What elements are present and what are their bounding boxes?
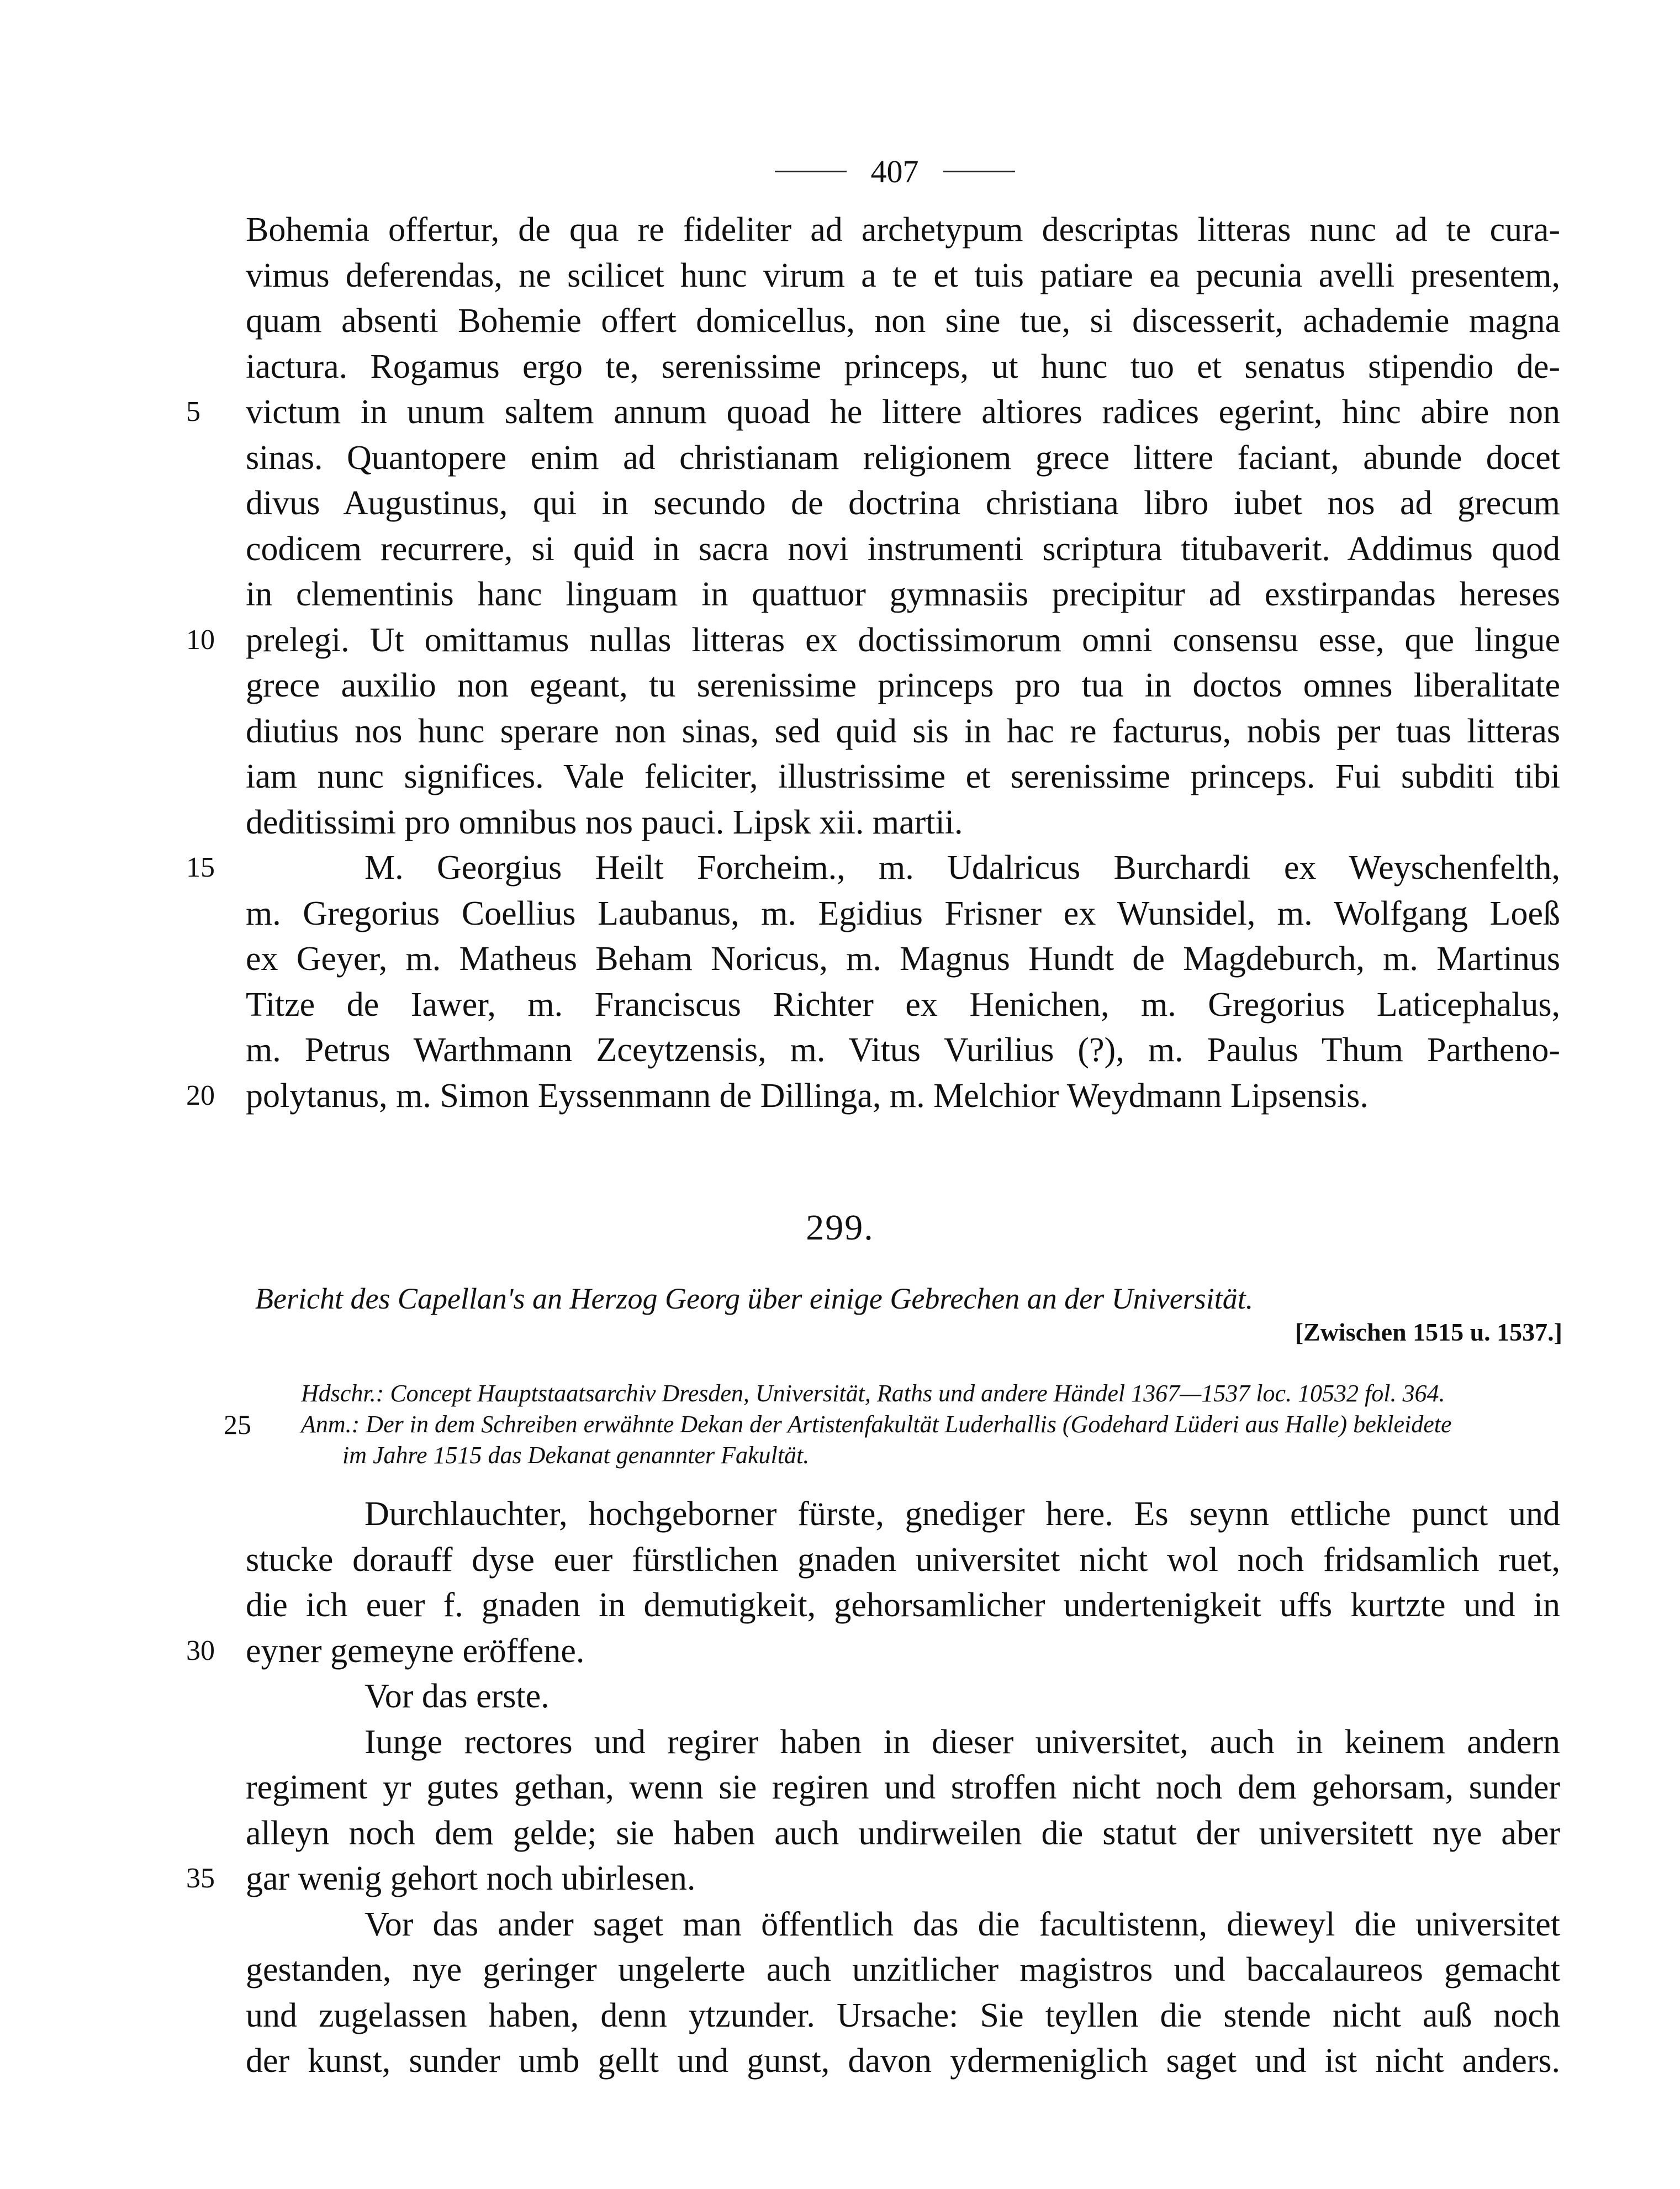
note-line: im Jahre 1515 das Dekanat genannter Fakultät. (342, 1442, 810, 1469)
text-line: divus Augustinus, qui in secundo de doctrina christiana libro iubet nos ad grecum (246, 484, 1560, 522)
signatories-line: Titze de Iawer, m. Franciscus Richter ex Henichen, m. Gregorius Laticephalus, (246, 985, 1560, 1024)
line-number: 5 (186, 396, 200, 428)
text-line: 35 gar wenig gehort noch ubirlesen. (246, 1856, 1560, 1902)
text-line: Iunge rectores und regirer haben in dieser universitet, auch in keinem andern (364, 1723, 1560, 1761)
text-line: Bohemia offertur, de qua re fideliter ad archetypum descriptas litteras nunc ad te cura- (246, 211, 1560, 249)
signatories-line: 15 M. Georgius Heilt Forcheim., m. Udalricus Burchardi ex Weyschenfelth, (246, 845, 1560, 891)
text-line: stucke dorauff dyse euer fürstlichen gnaden universitet nicht wol noch fridsamlich ruet, (246, 1541, 1560, 1579)
text-line: vimus deferendas, ne scilicet hunc virum a te et tuis patiare ea pecunia avelli presentem, (246, 256, 1560, 294)
text-line: Vor das ander saget man öffentlich das die facultistenn, dieweyl die universitet (364, 1905, 1560, 1943)
signatories-line: m. Gregorius Coellius Laubanus, m. Egidius Frisner ex Wunsidel, m. Wolfgang Loeß (246, 894, 1560, 932)
line-number: 20 (186, 1079, 215, 1111)
header-rule-left (775, 171, 847, 172)
text-line: 30 eyner gemeyne eröffene. (246, 1628, 1560, 1674)
line-number: 25 (224, 1409, 251, 1440)
text-line: iactura. Rogamus ergo te, serenissime princeps, ut hunc tuo et senatus stipendio de- (246, 347, 1560, 386)
text-line: regiment yr gutes gethan, wenn sie regiren und stroffen nicht noch dem gehorsam, sunder (246, 1769, 1560, 1806)
signatories-line: m. Petrus Warthmann Zceytzensis, m. Vitus Vurilius (?), m. Paulus Thum Partheno- (246, 1031, 1560, 1069)
text-line: die ich euer f. gnaden in demutigkeit, gehorsamlicher undertenigkeit uffs kurtzte und in (246, 1586, 1560, 1624)
signatories-line: ex Geyer, m. Matheus Beham Noricus, m. Magnus Hundt de Magdeburch, m. Martinus (246, 940, 1560, 978)
signatories-line: 20 polytanus, m. Simon Eyssenmann de Dillinga, m. Melchior Weydmann Lipsensis. (246, 1073, 1560, 1119)
text-line: und zugelassen haben, denn ytzunder. Ursache: Sie teyllen die stende nicht auß noch (246, 1996, 1560, 2034)
text-line: deditissimi pro omnibus nos pauci. Lipsk xii. martii. (246, 803, 963, 841)
text-line: der kunst, sunder umb gellt und gunst, davon ydermeniglich saget und ist nicht anders. (246, 2042, 1560, 2080)
report-text (186, 1491, 1560, 2084)
source-notes (224, 1378, 1560, 1471)
text-line: alleyn noch dem gelde; sie haben auch undirweilen die statut der universitett nye aber (246, 1814, 1560, 1852)
text-line: sinas. Quantopere enim ad christianam religionem grece littere faciant, abunde docet (246, 439, 1560, 477)
line-number: 10 (186, 624, 215, 656)
text-line: 5 victum in unum saltem annum quoad he littere altiores radices egerint, hinc abire non (246, 389, 1560, 435)
document-date: [Zwischen 1515 u. 1537.] (1295, 1318, 1562, 1346)
document-title: Bericht des Capellan's an Herzog Georg über einige Gebrechen an der Universität. (255, 1282, 1254, 1315)
document-number: 299. (806, 1207, 874, 1248)
text-line: diutius nos hunc sperare non sinas, sed quid sis in hac re facturus, nobis per tuas litteras (246, 712, 1560, 750)
text-line: gestanden, nye geringer ungelerte auch unzitlicher magistros und baccalaureos gemacht (246, 1951, 1560, 1988)
text-line: codicem recurrere, si quid in sacra novi instrumenti scriptura titubaverit. Addimus quod (246, 530, 1560, 568)
text-line: Durchlauchter, hochgeborner fürste, gnediger here. Es seynn ettliche punct und (364, 1495, 1560, 1533)
note-line: Hdschr.: Concept Hauptstaatsarchiv Dresden, Universität, Raths und andere Händel 1367—1537 loc. 10532 fol. 364. (301, 1380, 1445, 1407)
header-rule-right (943, 171, 1015, 172)
section-heading: Vor das erste. (364, 1678, 550, 1715)
text-line: quam absenti Bohemie offert domicellus, non sine tue, si discesserit, achademie magna (246, 302, 1560, 340)
text-line: iam nunc significes. Vale feliciter, illustrissime et serenissime princeps. Fui subditi tibi (246, 758, 1560, 795)
text-line: 10 prelegi. Ut omittamus nullas litteras ex doctissimorum omni consensu esse, que lingue (246, 618, 1560, 663)
letter-text (186, 207, 1560, 1119)
page-header (751, 149, 1038, 193)
text-line: in clementinis hanc linguam in quattuor gymnasiis precipitur ad exstirpandas hereses (246, 576, 1560, 613)
page-number: 407 (870, 153, 919, 189)
line-number: 35 (186, 1863, 215, 1894)
line-number: 30 (186, 1634, 215, 1666)
text-line: grece auxilio non egeant, tu serenissime princeps pro tua in doctos omnes liberalitate (246, 667, 1560, 704)
line-number: 15 (186, 852, 215, 883)
note-line: 25 Anm.: Der in dem Schreiben erwähnte Dekan der Artistenfakultät Luderhallis (Godehard Lüderi aus Halle) bekleidete (224, 1409, 1452, 1440)
